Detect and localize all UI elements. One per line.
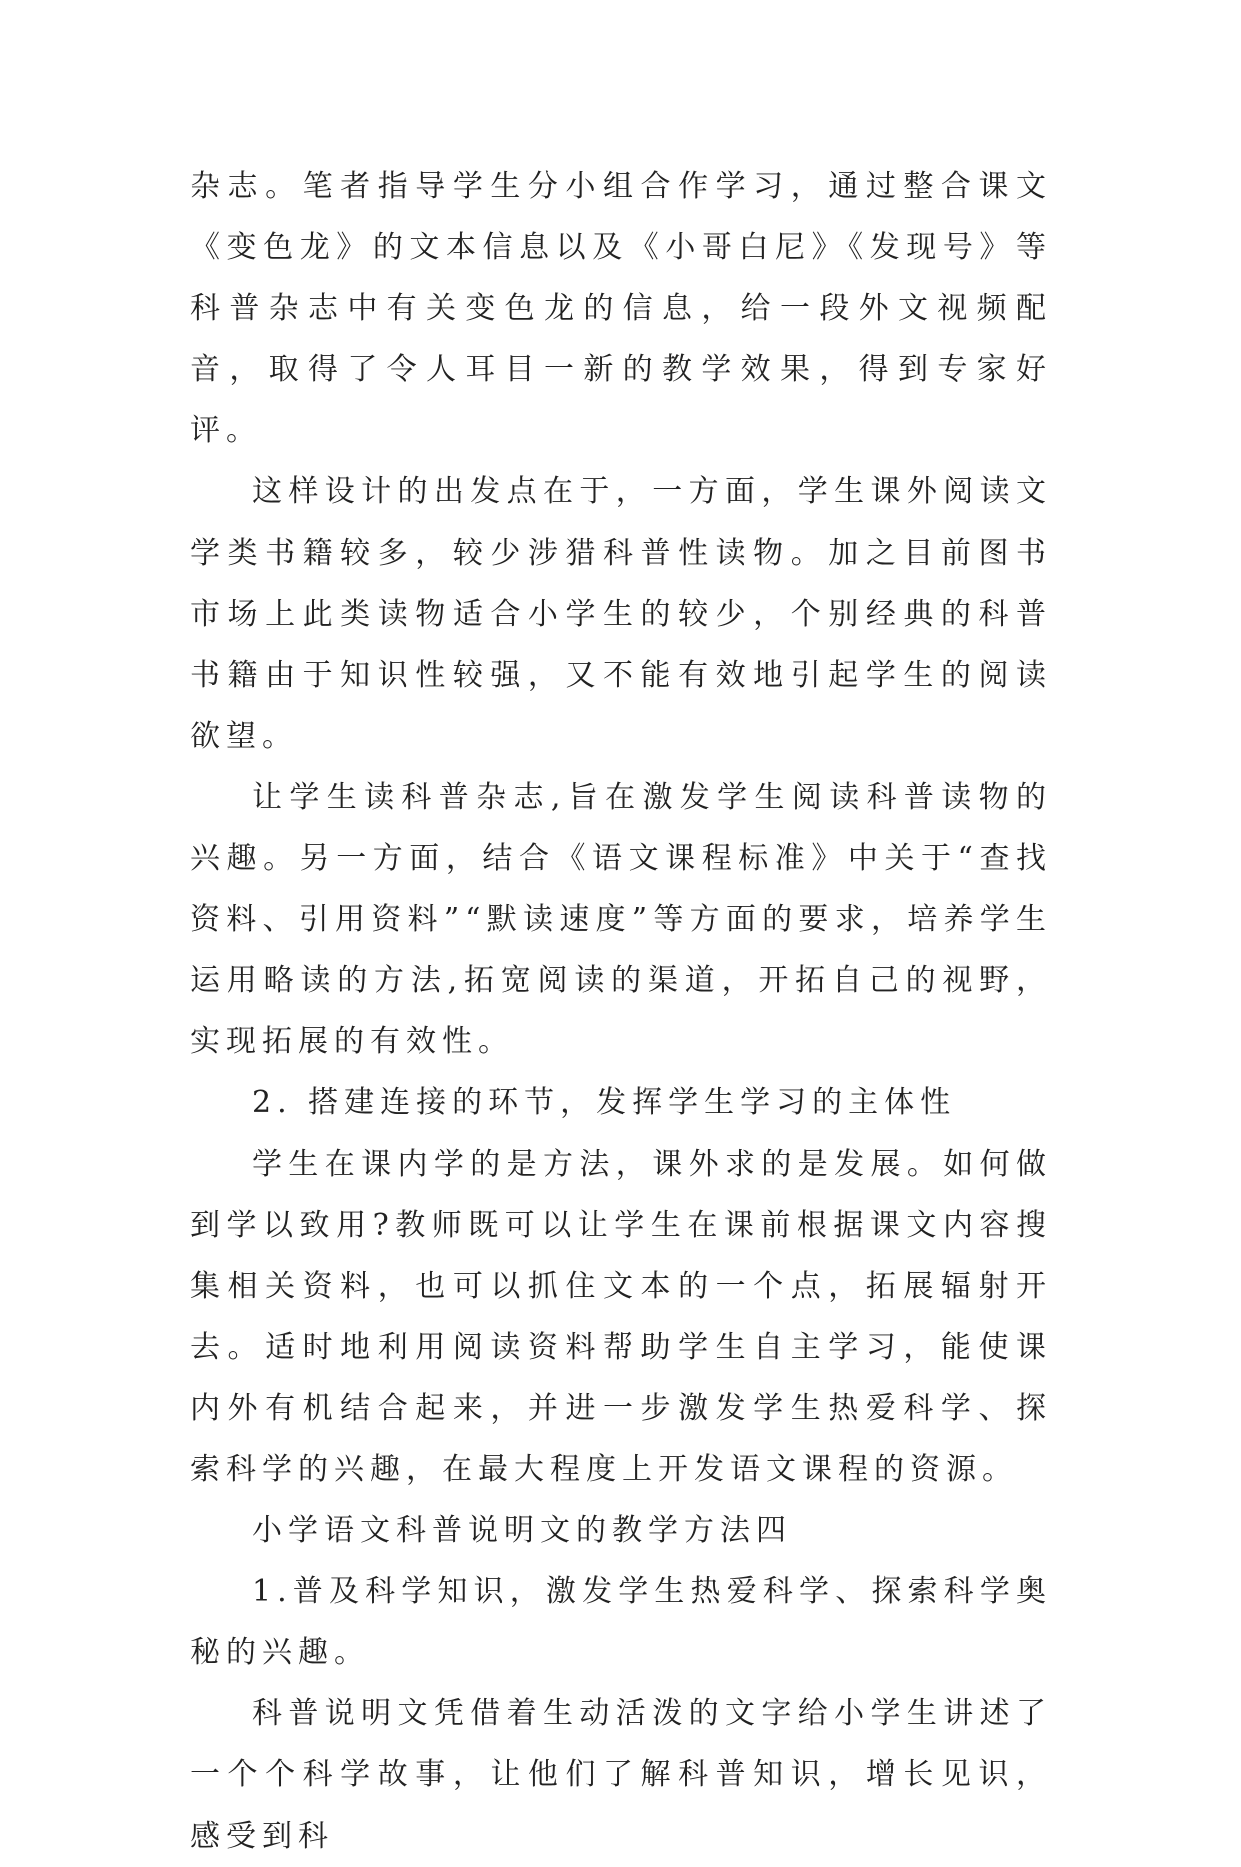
- paragraph-continuation: 杂志。笔者指导学生分小组合作学习，通过整合课文《变色龙》的文本信息以及《小哥白尼》《发现号》等科普杂志中有关变色龙的信息，给一段外文视频配音，取得了令人耳目一新的教学效果，得到专家好评。: [190, 169, 1052, 449]
- section-heading-1: 1.普及科学知识，激发学生热爱科学、探索科学奥秘的兴趣。: [190, 1574, 1052, 1671]
- section-title-method-four: 小学语文科普说明文的教学方法四: [252, 1513, 792, 1549]
- section-heading-2: 2. 搭建连接的环节，发挥学生学习的主体性: [252, 1085, 957, 1121]
- document-body: [190, 156, 1052, 1867]
- paragraph-science-magazines: 让学生读科普杂志,旨在激发学生阅读科普读物的兴趣。另一方面，结合《语文课程标准》中关于“查找资料、引用资料”“默读速度”等方面的要求，培养学生运用略读的方法,拓宽阅读的渠道，开拓自己的视野，实现拓展的有效性。: [190, 779, 1052, 1060]
- paragraph-design-rationale: 这样设计的出发点在于，一方面，学生课外阅读文学类书籍较多，较少涉猎科普性读物。加之目前图书市场上此类读物适合小学生的较少，个别经典的科普书籍由于知识性较强，又不能有效地引起学生的阅读欲望。: [190, 474, 1052, 754]
- paragraph-learning-methods: 学生在课内学的是方法，课外求的是发展。如何做到学以致用?教师既可以让学生在课前根据课文内容搜集相关资料，也可以抓住文本的一个点，拓展辐射开去。适时地利用阅读资料帮助学生自主学习，能使课内外有机结合起来，并进一步激发学生热爱科学、探索科学的兴趣，在最大程度上开发语文课程的资源。: [190, 1146, 1052, 1487]
- paragraph-science-stories: 科普说明文凭借着生动活泼的文字给小学生讲述了一个个科学故事，让他们了解科普知识，增长见识，感受到科: [190, 1696, 1052, 1854]
